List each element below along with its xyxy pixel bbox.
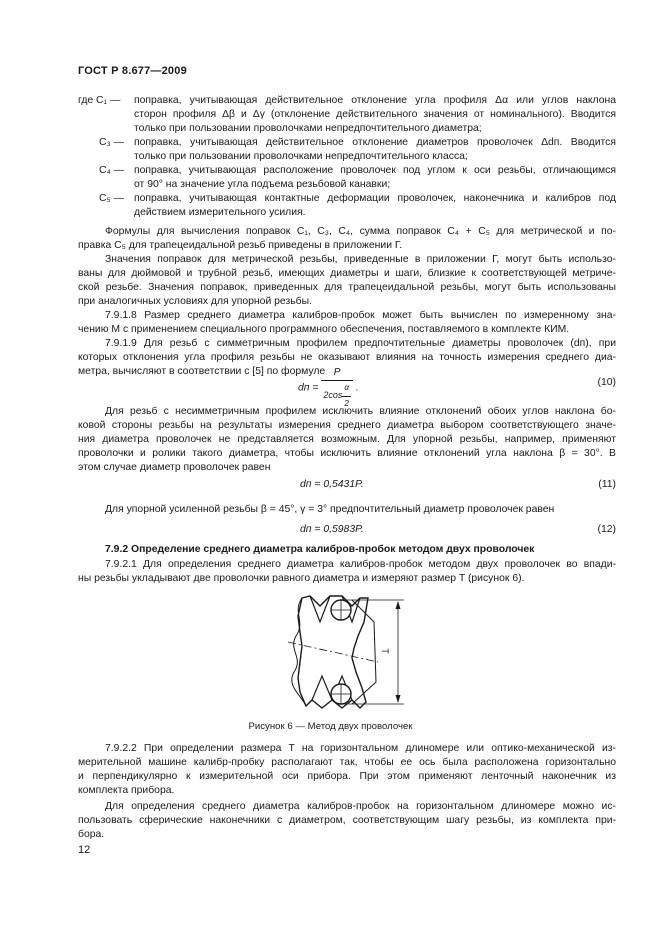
- p7-line1: 7.9.2.1 Для определения среднего диаметра калибров-пробок методом двух проволочек во впади-: [105, 559, 616, 570]
- p2-line1: Значения поправок для метрической резьбы, приведенные в приложении Г, могут быть использо-: [105, 254, 616, 265]
- def-c4-label: C₄ —: [99, 165, 125, 176]
- p3-line1: 7.9.1.8 Размер среднего диаметра калибров-пробок может быть вычислен по измеренному зна-: [105, 310, 616, 321]
- eq-number-10: (10): [597, 377, 616, 388]
- p2-line4: при аналогичных условиях для упорной резьбы.: [78, 296, 312, 307]
- def-c4-line1: поправка, учитывающая расположение проволочек под углом к оси резьбы, отличающимся: [134, 165, 616, 176]
- p4-line2: которых отклонения угла профиля резьбы не оказывают влияния на точность измерения среднего диа-: [78, 352, 616, 363]
- def-c1-line3: только при пользовании проволочками непредпочтительного диаметра;: [134, 123, 482, 134]
- p1-line1: Формулы для вычисления поправок C₁, C₃, C₄, сумма поправок C₄ + C₅ для метрической и по-: [105, 226, 616, 237]
- figure-caption: Рисунок 6 — Метод двух проволочек: [248, 721, 413, 732]
- p4-line1: 7.9.1.9 Для резьб с симметричным профилем предпочтительные диаметры проволочек (dп), при: [105, 338, 616, 349]
- p2-line3: ской резьбе. Значения поправок, приведенных для трапецеидальной резьбы, могут быть использованы: [78, 282, 616, 293]
- formula-10-den-cos: 2cos: [323, 390, 343, 401]
- p4-line3: метра, вычисляют в соответствии с [5] по формуле: [78, 366, 326, 377]
- def-c5-label: C₅ —: [99, 193, 124, 204]
- def-c3-line1: поправка, учитывающая действительное отклонение диаметров проволочек Δdп. Вводится: [134, 137, 616, 148]
- p9-line3: бора.: [78, 829, 105, 840]
- break-line: [292, 598, 306, 706]
- formula-10-num: P: [321, 366, 353, 381]
- formula-10-tail: .: [355, 382, 359, 394]
- p9-line1: Для определения среднего диаметра калибров-пробок на горизонтальном длиномере можно ис-: [105, 801, 616, 812]
- eq-number-12: (12): [597, 524, 616, 535]
- def-c1-line2: сторон профиля Δβ и Δγ (отклонение действительного значения от номинального). Вводится: [134, 109, 616, 120]
- figure-two-wire-method: [280, 592, 420, 714]
- p2-line2: ваны для дюймовой и трубной резьб, имеющих диаметры и шаги, близкие к соответствующей метриче-: [78, 268, 616, 279]
- eq-number-11: (11): [598, 479, 616, 490]
- def-c3-line2: только при пользовании проволочками непредпочтительного класса;: [134, 151, 468, 162]
- p5-line3: ния диаметра проволочек не представляется возможным. Для упорной резьбы, например, применяют: [78, 434, 616, 445]
- def-c1-label: где C₁ —: [78, 95, 121, 106]
- def-c5-line1: поправка, учитывающая контактные деформации проволочек, наконечника и калибров под: [134, 193, 616, 204]
- p8-line4: комплекта прибора.: [78, 785, 175, 796]
- formula-10-two: 2: [344, 398, 349, 408]
- p6-line1: Для упорной усиленной резьбы β = 45°, γ = 3° предпочтительный диаметр проволочек равен: [105, 504, 555, 515]
- page-number: 12: [78, 844, 91, 856]
- p8-line1: 7.9.2.2 При определении размера T на горизонтальном длиномере или оптико-механической из-: [105, 743, 616, 754]
- formula-10-lhs: dп =: [298, 382, 319, 394]
- p5-line4: проволочки и ролики такого диаметра, чтобы исключить влияние отклонений угла наклона β = 30°. В: [78, 448, 616, 459]
- p3-line2: чению M с применением специального программного обеспечения, поставляемого в комплекте КИМ.: [78, 324, 570, 335]
- p8-line3: и перпендикулярно к измерительной оси прибора. При этом применяют ленточный наконечник из: [78, 771, 616, 782]
- p8-line2: мерительной машине калибр-пробку располагают так, чтобы ее ось была расположена горизонтально: [78, 757, 616, 768]
- formula-10-alpha: α: [342, 381, 351, 396]
- p5-line2: ковой стороны резьбы на результаты измерения среднего диаметра выбором соответствующего значе-: [78, 420, 616, 431]
- page-header: ГОСТ Р 8.677—2009: [78, 65, 187, 77]
- formula-12: dп = 0,5983P.: [300, 524, 364, 535]
- def-c3-label: C₃ —: [99, 137, 125, 148]
- def-c4-line2: от 90° на значение угла подъема резьбовой канавки;: [134, 179, 391, 190]
- p9-line2: пользовать сферические наконечники с диаметром, соответствующим шагу резьбы, из комплекта при-: [78, 815, 616, 826]
- section-heading: 7.9.2 Определение среднего диаметра калибров-пробок методом двух проволочек: [105, 544, 535, 555]
- anvil-outline: [352, 600, 376, 704]
- p5-line1: Для резьб с несимметричным профилем исключить влияние отклонений обоих углов наклона бо-: [105, 406, 616, 417]
- def-c5-line2: действием измерительного усилия.: [134, 207, 306, 218]
- figure-dim-label: T: [379, 648, 390, 654]
- formula-11: dп = 0,5431P.: [300, 479, 364, 490]
- p5-line5: этом случае диаметр проволочек равен: [78, 462, 271, 473]
- def-c1-line1: поправка, учитывающая действительное отклонение угла профиля Δα или углов наклона: [134, 95, 616, 106]
- p1-line2: правка C₅ для трапецеидальной резьб приведены в приложении Г.: [78, 240, 403, 251]
- p7-line2: ны резьбы укладывают две проволочки равного диаметра и измеряют размер T (рисунок 6).: [78, 573, 525, 584]
